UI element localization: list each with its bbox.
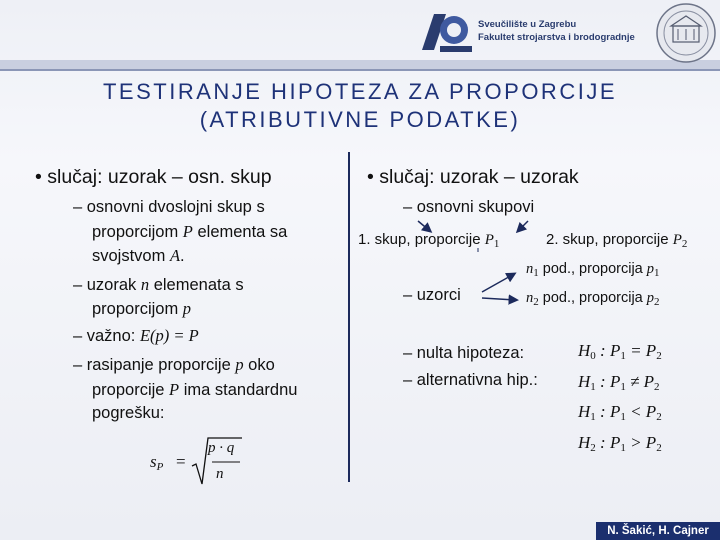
subscript: 1	[620, 442, 626, 454]
university-line-2: Fakultet strojarstva i brodogradnje	[478, 32, 635, 43]
text: elemenata s	[149, 276, 244, 294]
variable-n: n	[140, 275, 150, 294]
sample-1	[526, 261, 660, 279]
h: H	[578, 341, 591, 360]
text: = P	[625, 341, 657, 360]
text: proporcijom	[92, 223, 183, 241]
subscript: 1	[620, 381, 626, 393]
subscript: 2	[656, 350, 662, 362]
text: – uzorak	[73, 276, 141, 294]
left-bullet: • slučaj: uzorak – osn. skup	[35, 166, 272, 188]
variable-p: p	[182, 299, 192, 318]
left-item-4-line-3: pogrešku:	[92, 404, 165, 422]
arrow-icon	[518, 221, 528, 231]
left-item-1-line-1: – osnovni dvoslojni skup s	[73, 198, 265, 216]
formula-equals: =	[176, 452, 186, 471]
text: 2. skup, proporcije	[546, 231, 673, 248]
formula-s: s	[150, 452, 157, 471]
header-rule	[0, 69, 720, 71]
left-item-1-line-3	[92, 246, 185, 266]
left-item-2-line-1	[73, 275, 244, 295]
text: : P	[595, 341, 621, 360]
variable-p: p	[235, 355, 244, 374]
formula-numerator: p · q	[208, 440, 235, 456]
null-hypothesis-label: – nulta hipoteza:	[403, 344, 525, 362]
text: < P	[625, 402, 657, 421]
variable-n1: n	[526, 261, 534, 277]
variable-P: P	[182, 222, 193, 241]
slide-title	[30, 78, 690, 134]
text: proporcijom	[92, 300, 183, 318]
variable-n2: n	[526, 290, 534, 306]
university-seal-icon	[655, 2, 717, 64]
left-item-4-line-2	[92, 380, 297, 400]
subscript: 1	[493, 238, 500, 250]
arrow-icon	[482, 274, 514, 292]
text: pod., proporcija	[538, 261, 647, 277]
header-band	[0, 60, 720, 69]
subscript: 2	[656, 442, 662, 454]
variable-P: P	[169, 380, 180, 399]
text: proporcije	[92, 381, 170, 399]
text: ≠ P	[625, 372, 655, 391]
variable-P2: P	[672, 232, 682, 248]
variable-P1: P	[484, 232, 494, 248]
subscript: 0	[590, 350, 596, 362]
text: > P	[625, 433, 657, 452]
subscript: 2	[654, 381, 660, 393]
title-line-2: (ATRIBUTIVNE PODATKE)	[199, 107, 521, 132]
subscript: 2	[533, 296, 539, 308]
alternative-hypothesis-label: – alternativna hip.:	[403, 371, 538, 389]
variable-A: A	[169, 246, 181, 265]
text: svojstvom	[92, 247, 170, 265]
text: : P	[595, 402, 621, 421]
h: H	[578, 433, 591, 452]
text: .	[180, 247, 185, 265]
text: elementa sa	[192, 223, 288, 241]
left-item-4-line-1	[73, 355, 275, 375]
subscript: 1	[654, 267, 660, 279]
subscript: 1	[533, 267, 539, 279]
arrow-icon	[482, 298, 516, 300]
right-item-samples: – uzorci	[403, 286, 461, 304]
left-item-3	[73, 326, 199, 346]
subscript: 2	[656, 411, 662, 423]
right-bullet: • slučaj: uzorak – uzorak	[367, 166, 579, 188]
h: H	[578, 402, 591, 421]
hypothesis-h2-greater	[578, 433, 662, 454]
formula-sub-P: P	[156, 461, 164, 473]
expectation-formula: E(p) = P	[139, 326, 199, 345]
variable-p1: p	[646, 261, 655, 277]
subscript: 1	[620, 411, 626, 423]
right-item-populations: – osnovni skupovi	[403, 198, 535, 216]
left-item-2-line-2	[92, 299, 191, 319]
title-line-1: TESTIRANJE HIPOTEZA ZA PROPORCIJE	[102, 79, 617, 104]
population-1	[358, 231, 499, 250]
footer-authors: N. Šakić, H. Cajner	[596, 522, 720, 540]
formula-lhs	[150, 452, 163, 473]
text: 1. skup, proporcije	[358, 231, 485, 248]
arrow-icon	[418, 221, 430, 231]
university-name	[478, 18, 635, 44]
hypothesis-h1-two-sided	[578, 372, 660, 393]
subscript: 2	[654, 296, 660, 308]
hypothesis-h1-less	[578, 402, 662, 423]
text: : P	[595, 372, 621, 391]
subscript: 1	[590, 411, 596, 423]
text: pod., proporcija	[538, 290, 647, 306]
population-2	[546, 231, 687, 250]
university-line-1: Sveučilište u Zagrebu	[478, 19, 577, 30]
text: ima standardnu	[179, 381, 298, 399]
column-divider	[348, 152, 350, 482]
faculty-logo-icon	[420, 10, 472, 56]
subscript: 2	[681, 238, 688, 250]
subscript: 1	[590, 381, 596, 393]
formula-denominator: n	[216, 466, 224, 482]
sample-2	[526, 290, 660, 308]
variable-p2: p	[646, 290, 655, 306]
subscript: 1	[620, 350, 626, 362]
text: – rasipanje proporcije	[73, 356, 236, 374]
text: : P	[595, 433, 621, 452]
h: H	[578, 372, 591, 391]
text: oko	[243, 356, 275, 374]
left-item-1-line-2	[92, 222, 287, 242]
subscript: 2	[590, 442, 596, 454]
hypothesis-h0	[578, 341, 662, 362]
text: – važno:	[73, 327, 140, 345]
